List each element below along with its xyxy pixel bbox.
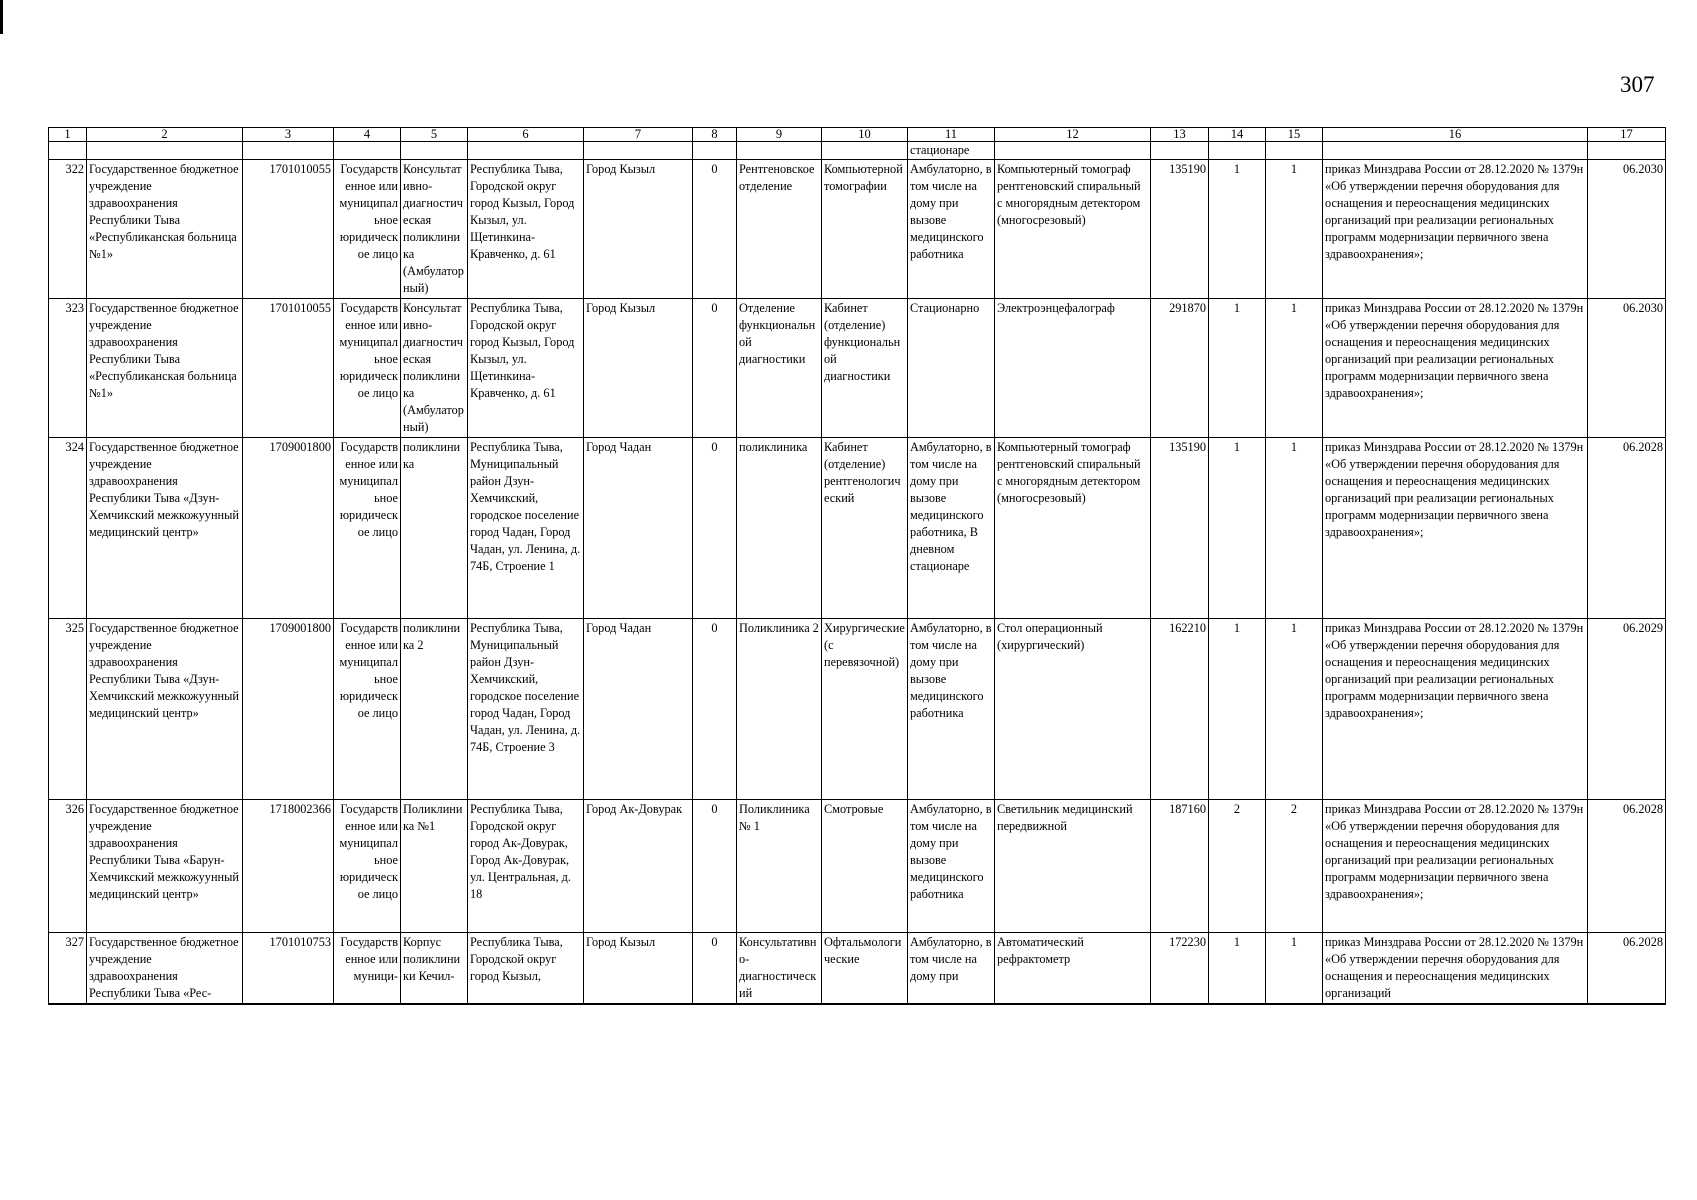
- cell-department: Отделение функциональной диагностики: [737, 299, 822, 438]
- cell-col8: 0: [693, 619, 737, 800]
- table-row: [49, 299, 1666, 438]
- cell-row-number: 327: [49, 933, 87, 1005]
- cell-quantity-2: 2: [1266, 800, 1323, 933]
- cell-cabinet: Кабинет (отделение) рентгенологический: [822, 438, 908, 619]
- cell-empty: [693, 142, 737, 160]
- cell-code: 135190: [1151, 160, 1209, 299]
- column-header: 3: [243, 128, 334, 142]
- cell-city: Город Ак-Довурак: [584, 800, 693, 933]
- cell-code: 291870: [1151, 299, 1209, 438]
- cell-quantity-2: 1: [1266, 619, 1323, 800]
- cell-inn: 1701010753: [243, 933, 334, 1005]
- cell-equipment: Стол операционный (хирургический): [995, 619, 1151, 800]
- cell-subdivision: поликлиника: [401, 438, 468, 619]
- cell-empty: [334, 142, 401, 160]
- column-header: 13: [1151, 128, 1209, 142]
- cell-address: Республика Тыва, Муниципальный район Дзун-Хемчикский, городское поселение город Чадан, Город Чадан, ул. Ленина, д. 74Б, Строение 1: [468, 438, 584, 619]
- cell-col8: 0: [693, 933, 737, 1005]
- cell-department: Консультативно-диагностический: [737, 933, 822, 1005]
- cell-equipment: Автоматический рефрактометр: [995, 933, 1151, 1005]
- cell-empty: [1266, 142, 1323, 160]
- cell-city: Город Кызыл: [584, 299, 693, 438]
- cell-cabinet: Смотровые: [822, 800, 908, 933]
- cell-city: Город Кызыл: [584, 933, 693, 1005]
- cell-empty: [1323, 142, 1588, 160]
- cell-equipment: Компьютерный томограф рентгеновский спиральный с многорядным детектором (многосрезовый): [995, 438, 1151, 619]
- cell-legal-basis: приказ Минздрава России от 28.12.2020 № 1379н «Об утверждении перечня оборудования для оснащения и переоснащения медицинских организаций: [1323, 933, 1588, 1005]
- column-header: 5: [401, 128, 468, 142]
- scan-edge-mark: [0, 0, 3, 34]
- column-header: 15: [1266, 128, 1323, 142]
- cell-empty: [584, 142, 693, 160]
- cell-empty: [1209, 142, 1266, 160]
- cell-quantity-2: 1: [1266, 438, 1323, 619]
- cell-quantity: 1: [1209, 933, 1266, 1005]
- cell-equipment: Компьютерный томограф рентгеновский спиральный с многорядным детектором (многосрезовый): [995, 160, 1151, 299]
- cell-quantity-2: 1: [1266, 933, 1323, 1005]
- cell-legal-basis: приказ Минздрава России от 28.12.2020 № 1379н «Об утверждении перечня оборудования для оснащения и переоснащения медицинских организаций при реализации региональных программ модернизации первичного звена здравоохранения»;: [1323, 438, 1588, 619]
- cell-subdivision: Корпус поликлиники Кечил-: [401, 933, 468, 1005]
- cell-empty: [468, 142, 584, 160]
- cell-city: Город Чадан: [584, 619, 693, 800]
- cell-conditions: Амбулаторно, в том числе на дому при вызове медицинского работника, В дневном стационаре: [908, 438, 995, 619]
- cell-row-number: 326: [49, 800, 87, 933]
- cell-inn: 1709001800: [243, 438, 334, 619]
- cell-inn: 1701010055: [243, 299, 334, 438]
- cell-col8: 0: [693, 438, 737, 619]
- column-header: 14: [1209, 128, 1266, 142]
- cell-subdivision: поликлиника 2: [401, 619, 468, 800]
- cell-organization: Государственное бюджетное учреждение здравоохранения Республики Тыва «Республиканская больница №1»: [87, 160, 243, 299]
- cell-legal-form: Государственное или муниципальное юридическое лицо: [334, 800, 401, 933]
- cell-address: Республика Тыва, Муниципальный район Дзун-Хемчикский, городское поселение город Чадан, Город Чадан, ул. Ленина, д. 74Б, Строение 3: [468, 619, 584, 800]
- equipment-register-table: [48, 127, 1666, 1005]
- cell-row-number: 324: [49, 438, 87, 619]
- column-header: 1: [49, 128, 87, 142]
- cell-legal-basis: приказ Минздрава России от 28.12.2020 № 1379н «Об утверждении перечня оборудования для оснащения и переоснащения медицинских организаций при реализации региональных программ модернизации первичного звена здравоохранения»;: [1323, 160, 1588, 299]
- cell-quantity: 1: [1209, 619, 1266, 800]
- cell-conditions: Амбулаторно, в том числе на дому при вызове медицинского работника: [908, 800, 995, 933]
- cell-empty: [995, 142, 1151, 160]
- cell-legal-form: Государственное или муници-: [334, 933, 401, 1005]
- column-header: 4: [334, 128, 401, 142]
- cell-cabinet: Компьютерной томографии: [822, 160, 908, 299]
- cell-inn: 1709001800: [243, 619, 334, 800]
- cell-subdivision: Поликлиника №1: [401, 800, 468, 933]
- cell-legal-basis: приказ Минздрава России от 28.12.2020 № 1379н «Об утверждении перечня оборудования для оснащения и переоснащения медицинских организаций при реализации региональных программ модернизации первичного звена здравоохранения»;: [1323, 299, 1588, 438]
- cell-department: Поликлиника 2: [737, 619, 822, 800]
- table-row: [49, 933, 1666, 1005]
- column-header: 7: [584, 128, 693, 142]
- column-header: 11: [908, 128, 995, 142]
- column-header: 10: [822, 128, 908, 142]
- cell-date: 06.2029: [1588, 619, 1666, 800]
- cell-code: 135190: [1151, 438, 1209, 619]
- cell-conditions: Стационарно: [908, 299, 995, 438]
- column-header: 17: [1588, 128, 1666, 142]
- cell-date: 06.2028: [1588, 800, 1666, 933]
- cell-legal-basis: приказ Минздрава России от 28.12.2020 № 1379н «Об утверждении перечня оборудования для оснащения и переоснащения медицинских организаций при реализации региональных программ модернизации первичного звена здравоохранения»;: [1323, 619, 1588, 800]
- cell-department: Рентгеновское отделение: [737, 160, 822, 299]
- cell-row-number: 322: [49, 160, 87, 299]
- cell-quantity-2: 1: [1266, 160, 1323, 299]
- cell-row-number: 323: [49, 299, 87, 438]
- cell-empty: [243, 142, 334, 160]
- cell-inn: 1701010055: [243, 160, 334, 299]
- cell-legal-form: Государственное или муниципальное юридическое лицо: [334, 299, 401, 438]
- cell-city: Город Чадан: [584, 438, 693, 619]
- column-header: 12: [995, 128, 1151, 142]
- cell-legal-basis: приказ Минздрава России от 28.12.2020 № 1379н «Об утверждении перечня оборудования для оснащения и переоснащения медицинских организаций при реализации региональных программ модернизации первичного звена здравоохранения»;: [1323, 800, 1588, 933]
- cell-date: 06.2028: [1588, 933, 1666, 1005]
- cell-legal-form: Государственное или муниципальное юридическое лицо: [334, 438, 401, 619]
- cell-organization: Государственное бюджетное учреждение здравоохранения Республики Тыва «Дзун-Хемчикский межкожуунный медицинский центр»: [87, 438, 243, 619]
- column-header: 6: [468, 128, 584, 142]
- cell-empty: [1151, 142, 1209, 160]
- cell-empty: [87, 142, 243, 160]
- column-number-header-row: [49, 128, 1666, 142]
- cell-city: Город Кызыл: [584, 160, 693, 299]
- cell-quantity: 2: [1209, 800, 1266, 933]
- cell-inn: 1718002366: [243, 800, 334, 933]
- cell-equipment: Электроэнцефалограф: [995, 299, 1151, 438]
- cell-date: 06.2028: [1588, 438, 1666, 619]
- cell-row-number: 325: [49, 619, 87, 800]
- cell-code: 172230: [1151, 933, 1209, 1005]
- cell-legal-form: Государственное или муниципальное юридическое лицо: [334, 160, 401, 299]
- page-number: 307: [1620, 72, 1655, 97]
- cell-conditions: Амбулаторно, в том числе на дому при вызове медицинского работника: [908, 160, 995, 299]
- cell-cabinet: Офтальмологические: [822, 933, 908, 1005]
- cell-empty: [49, 142, 87, 160]
- cell-code: 187160: [1151, 800, 1209, 933]
- cell-cabinet: Кабинет (отделение) функциональной диагностики: [822, 299, 908, 438]
- continuation-row: [49, 142, 1666, 160]
- cell-organization: Государственное бюджетное учреждение здравоохранения Республики Тыва «Дзун-Хемчикский межкожуунный медицинский центр»: [87, 619, 243, 800]
- cell-legal-form: Государственное или муниципальное юридическое лицо: [334, 619, 401, 800]
- cell-quantity: 1: [1209, 438, 1266, 619]
- column-header: 8: [693, 128, 737, 142]
- column-header: 16: [1323, 128, 1588, 142]
- cell-col8: 0: [693, 299, 737, 438]
- column-header: 9: [737, 128, 822, 142]
- cell-organization: Государственное бюджетное учреждение здравоохранения Республики Тыва «Рес-: [87, 933, 243, 1005]
- cell-quantity: 1: [1209, 299, 1266, 438]
- cell-organization: Государственное бюджетное учреждение здравоохранения Республики Тыва «Барун-Хемчикский межкожуунный медицинский центр»: [87, 800, 243, 933]
- cell-equipment: Светильник медицинский передвижной: [995, 800, 1151, 933]
- cell-cabinet: Хирургические (с перевязочной): [822, 619, 908, 800]
- cell-date: 06.2030: [1588, 160, 1666, 299]
- cell-empty: [822, 142, 908, 160]
- cell-empty: [1588, 142, 1666, 160]
- cell-department: Поликлиника № 1: [737, 800, 822, 933]
- cell-conditions-continuation: стационаре: [908, 142, 995, 160]
- cell-code: 162210: [1151, 619, 1209, 800]
- cell-empty: [737, 142, 822, 160]
- cell-col8: 0: [693, 800, 737, 933]
- table-row: [49, 438, 1666, 619]
- table-row: [49, 619, 1666, 800]
- column-header: 2: [87, 128, 243, 142]
- cell-subdivision: Консультативно-диагностическая поликлиника (Амбулаторный): [401, 160, 468, 299]
- cell-subdivision: Консультативно-диагностическая поликлиника (Амбулаторный): [401, 299, 468, 438]
- cell-address: Республика Тыва, Городской округ город Ак-Довурак, Город Ак-Довурак, ул. Центральная, д. 18: [468, 800, 584, 933]
- cell-quantity: 1: [1209, 160, 1266, 299]
- table-row: [49, 800, 1666, 933]
- cell-quantity-2: 1: [1266, 299, 1323, 438]
- cell-address: Республика Тыва, Городской округ город Кызыл, Город Кызыл, ул. Щетинкина-Кравченко, д. 61: [468, 299, 584, 438]
- cell-conditions: Амбулаторно, в том числе на дому при: [908, 933, 995, 1005]
- cell-address: Республика Тыва, Городской округ город Кызыл,: [468, 933, 584, 1005]
- cell-address: Республика Тыва, Городской округ город Кызыл, Город Кызыл, ул. Щетинкина-Кравченко, д. 61: [468, 160, 584, 299]
- cell-empty: [401, 142, 468, 160]
- cell-col8: 0: [693, 160, 737, 299]
- cell-department: поликлиника: [737, 438, 822, 619]
- cell-date: 06.2030: [1588, 299, 1666, 438]
- table-row: [49, 160, 1666, 299]
- cell-organization: Государственное бюджетное учреждение здравоохранения Республики Тыва «Республиканская больница №1»: [87, 299, 243, 438]
- cell-conditions: Амбулаторно, в том числе на дому при вызове медицинского работника: [908, 619, 995, 800]
